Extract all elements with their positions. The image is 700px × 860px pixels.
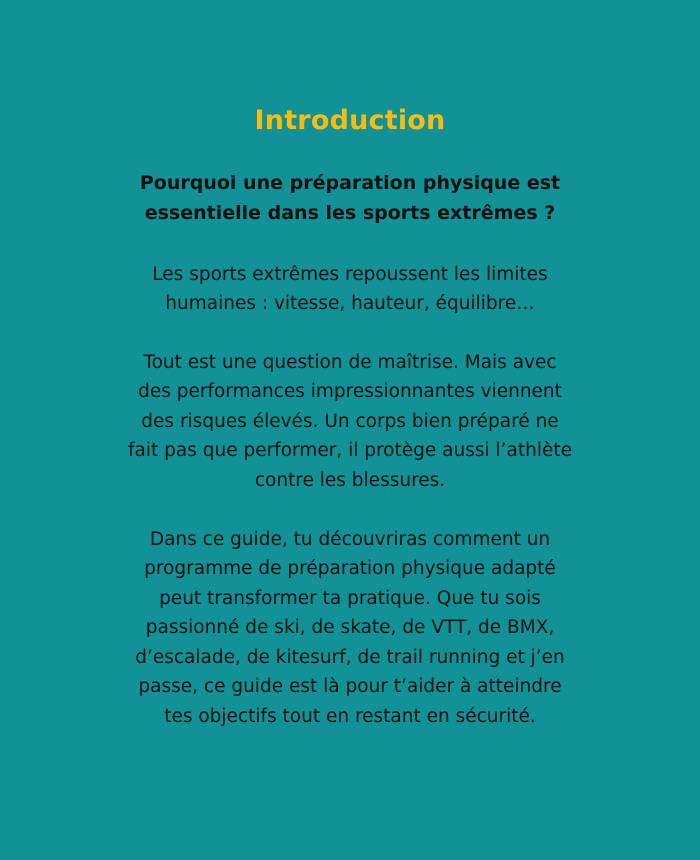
guide-paragraph (90, 525, 610, 732)
section-heading (120, 168, 580, 228)
text-line: d’escalade, de kitesurf, de trail running et j’en (135, 646, 565, 668)
heading-line: Pourquoi une préparation physique est (139, 171, 561, 194)
text-line: Dans ce guide, tu découvriras comment un (149, 528, 551, 550)
intro-paragraph (90, 260, 610, 319)
text-line: Tout est une question de maîtrise. Mais avec (143, 351, 557, 373)
text-line: contre les blessures. (254, 469, 446, 491)
text-line: peut transformer ta pratique. Que tu sois (159, 587, 541, 609)
text-line: programme de préparation physique adapté (144, 558, 556, 580)
text-line: des performances impressionnantes viennent (138, 381, 562, 403)
text-line: des risques élevés. Un corps bien préparé ne (141, 410, 559, 432)
heading-line: essentielle dans les sports extrêmes ? (144, 201, 556, 224)
text-line: passionné de ski, de skate, de VTT, de BMX, (145, 617, 555, 639)
text-line: Les sports extrêmes repoussent les limites (152, 263, 548, 285)
text-line: passe, ce guide est là pour t’aider à atteindre (138, 676, 562, 698)
text-line: humaines : vitesse, hauteur, équilibre… (165, 293, 535, 315)
mastery-paragraph (90, 348, 610, 496)
page-title: Introduction (254, 105, 446, 137)
text-line: fait pas que performer, il protège aussi l’athlète (128, 440, 572, 462)
text-line: tes objectifs tout en restant en sécurité. (164, 706, 536, 728)
